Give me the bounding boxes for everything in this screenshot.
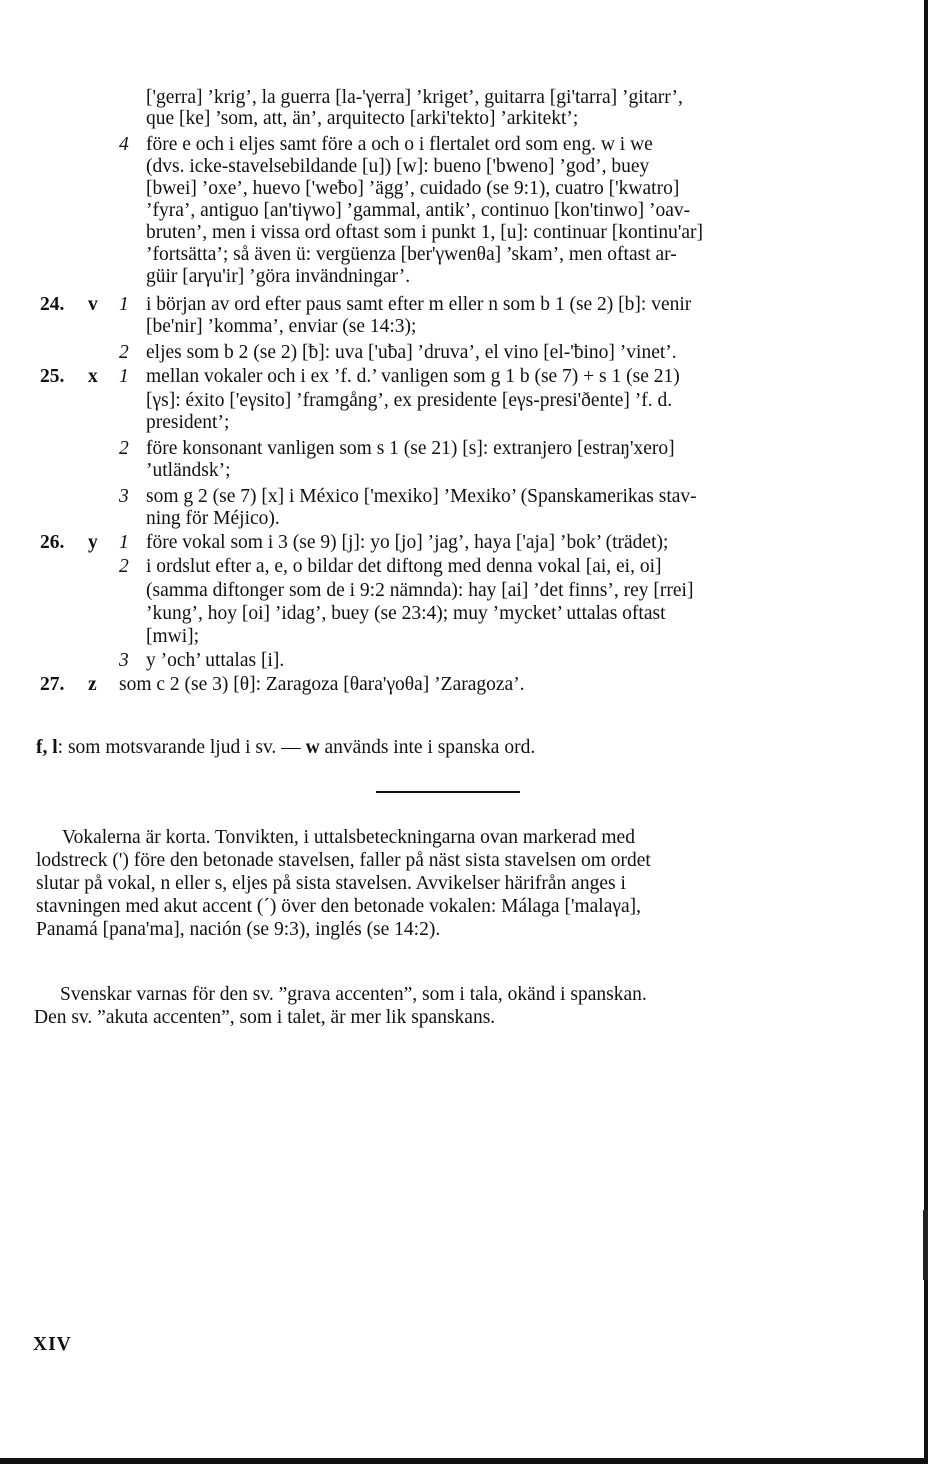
text-line: som c 2 (se 3) [θ]: Zaragoza [θara'γoθa] ’Zaragoza’. (119, 674, 525, 695)
text-line: ’fyra’, antiguo [an'tiγwo] ’gammal, antik’, continuo [kon'tinwo] ’oav- (146, 200, 691, 221)
item-marker: 1 (119, 294, 129, 315)
scan-edge-mark (923, 1210, 928, 1280)
page-number: XIV (33, 1334, 72, 1355)
item-marker: 2 (119, 342, 129, 363)
fl-text-2: används inte i spanska ord. (319, 737, 536, 758)
para-line: slutar på vokal, n eller s, eljes på sista stavelsen. Avvikelser härifrån anges i (36, 873, 626, 894)
text-line: ning för Méjico). (146, 508, 280, 529)
fl-note (36, 737, 535, 759)
text-line: före vokal som i 3 (se 9) [j]: yo [jo] ’jag’, haya ['aja] ’bok’ (trädet); (146, 532, 669, 553)
item-marker: 2 (119, 556, 129, 577)
item-marker: 1 (119, 366, 129, 387)
text-line: güir [arγu'ir] ’göra invändningar’. (146, 266, 411, 287)
para-line: Panamá [pana'ma], nación (se 9:3), inglés (se 14:2). (36, 919, 441, 940)
item-marker: 3 (119, 650, 129, 671)
text-line: ’utländsk’; (146, 460, 231, 481)
text-line: [γs]: éxito ['eγsito] ’framgång’, ex presidente [eγs-presi'ðente] ’f. d. (146, 390, 673, 411)
section-divider (376, 791, 520, 793)
text-line: (samma diftonger som de i 9:2 nämnda): hay [ai] ’det finns’, rey [rrei] (146, 580, 694, 601)
fl-text-1: : som motsvarande ljud i sv. — (57, 737, 306, 758)
section-number: 26. (40, 532, 65, 553)
text-line: eljes som b 2 (se 2) [ƀ]: uva ['uƀa] ’druva’, el vino [el-'ƀino] ’vinet’. (146, 342, 677, 363)
text-line: que [ke] ’som, att, än’, arquitecto [arki'tekto] ’arkitekt’; (146, 108, 579, 129)
para-line: Den sv. ”akuta accenten”, som i talet, är mer lik spanskans. (34, 1007, 496, 1028)
para-line: lodstreck (') före den betonade stavelsen, faller på näst sista stavelsen om ordet (36, 850, 651, 871)
text-line: y ’och’ uttalas [i]. (146, 650, 285, 671)
section-letter: v (88, 294, 98, 315)
section-number: 27. (40, 674, 65, 695)
text-line: före konsonant vanligen som s 1 (se 21) [s]: extranjero [estraŋ'xero] (146, 438, 675, 459)
item-marker: 2 (119, 438, 129, 459)
text-line: ['gerra] ’krig’, la guerra [la-'γerra] ’kriget’, guitarra [gi'tarra] ’gitarr’, (146, 87, 683, 108)
section-letter: z (88, 674, 97, 695)
text-line: bruten’, men i vissa ord oftast som i punkt 1, [u]: continuar [kontinu'ar] (146, 222, 703, 243)
text-line: i början av ord efter paus samt efter m eller n som b 1 (se 2) [b]: venir (146, 294, 692, 315)
item-marker: 1 (119, 532, 129, 553)
text-line: mellan vokaler och i ex ’f. d.’ vanligen som g 1 b (se 7) + s 1 (se 21) (146, 366, 680, 387)
para-line: Svenskar varnas för den sv. ”grava accenten”, som i tala, okänd i spanskan. (60, 984, 647, 1005)
item-marker: 4 (119, 134, 129, 155)
text-line: [mwi]; (146, 626, 200, 647)
text-line: [bwei] ’oxe’, huevo ['weƀo] ’ägg’, cuidado (se 9:1), cuatro ['kwatro] (146, 178, 680, 199)
section-letter: y (88, 532, 98, 553)
text-line: [be'nir] ’komma’, enviar (se 14:3); (146, 316, 417, 337)
para-line: stavningen med akut accent (´) över den betonade vokalen: Málaga ['malaγa], (36, 896, 641, 917)
scan-edge-bottom (0, 1458, 928, 1464)
text-line: före e och i eljes samt före a och o i flertalet ord som eng. w i we (146, 134, 653, 155)
text-line: president’; (146, 412, 230, 433)
w-letter: w (305, 737, 320, 758)
item-marker: 3 (119, 486, 129, 507)
text-line: ’kung’, hoy [oi] ’idag’, buey (se 23:4); muy ’mycket’ uttalas oftast (146, 603, 666, 624)
section-letter: x (88, 366, 98, 387)
text-line: (dvs. icke-stavelsebildande [u]) [w]: bueno ['bweno] ’god’, buey (146, 156, 650, 177)
section-number: 25. (40, 366, 65, 387)
text-line: som g 2 (se 7) [x] i México ['mexiko] ’Mexiko’ (Spanskamerikas stav- (146, 486, 697, 507)
text-line: ’fortsätta’; så även ü: vergüenza [ber'γwenθa] ’skam’, men oftast ar- (146, 244, 677, 265)
fl-letters: f, l (36, 737, 58, 758)
text-line: i ordslut efter a, e, o bildar det diftong med denna vokal [ai, ei, oi] (146, 556, 662, 577)
section-number: 24. (40, 294, 65, 315)
para-line: Vokalerna är korta. Tonvikten, i uttalsbeteckningarna ovan markerad med (62, 827, 635, 848)
